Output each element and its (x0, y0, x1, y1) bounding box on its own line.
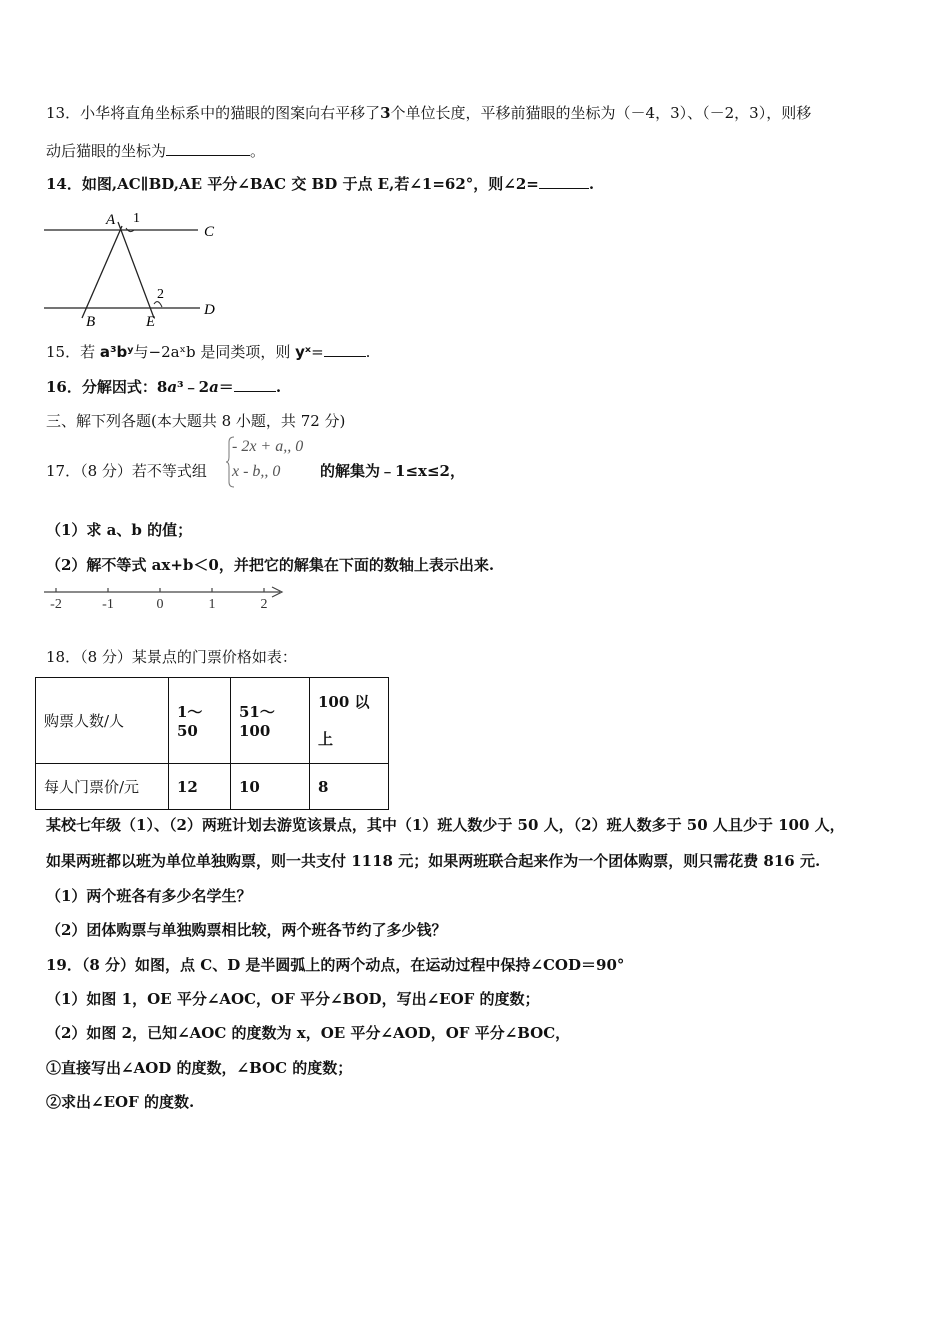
table-cell: 51～100 (231, 678, 310, 764)
table-cell: 10 (231, 764, 310, 810)
q18-title: 18．（8 分）某景点的门票价格如表： (46, 648, 297, 666)
tick-label: 0 (156, 597, 164, 612)
answer-blank[interactable] (234, 377, 276, 392)
table-cell: 1～50 (169, 678, 231, 764)
q19-sub1: ①直接写出∠AOD 的度数，∠BOC 的度数； (46, 1059, 353, 1077)
q18-paragraph-1: 某校七年级（1）、（2）两班计划去游览该景点，其中（1）班人数少于 50 人，（2）班人数多于 50 人且少于 100 人， (46, 816, 845, 834)
tick-label: 1 (208, 597, 216, 612)
q17-prefix: 17．（8 分）若不等式组 (46, 462, 207, 480)
answer-blank[interactable] (324, 342, 366, 357)
table-cell: 8 (310, 764, 389, 810)
tick-label: 2 (260, 597, 268, 612)
label-1: 1 (133, 211, 140, 226)
q13-line2: 动后猫眼的坐标为 。 (46, 142, 266, 160)
q15-stem: 15．若 a³bʸ与−2aˣb 是同类项，则 yˣ= . (46, 343, 371, 361)
q19-part1: （1）如图 1，OE 平分∠AOC，OF 平分∠BOD，写出∠EOF 的度数； (46, 990, 540, 1008)
q14-stem: 14．如图,AC∥BD,AE 平分∠BAC 交 BD 于点 E,若∠1=62°，则∠2= . (46, 175, 595, 193)
segment-ae (118, 222, 154, 318)
q14-figure (40, 204, 230, 330)
label-b: B (86, 314, 96, 330)
q17-solution-set: 的解集为﹣1≤x≤2， (320, 462, 465, 480)
q19-part2: （2）如图 2，已知∠AOC 的度数为 x，OE 平分∠AOD，OF 平分∠BOC， (46, 1024, 571, 1042)
angle-2-arc (154, 302, 162, 307)
table-cell: 每人门票价/元 (36, 764, 169, 810)
ticket-price-table (35, 677, 389, 810)
q13-line1: 13．小华将直角坐标系中的猫眼的图案向右平移了3个单位长度，平移前猫眼的坐标为（－4，3）、（－2，3），则移 (46, 104, 812, 122)
q18-paragraph-2: 如果两班都以班为单位单独购票，则一共支付 1118 元；如果两班联合起来作为一个团体购票，则只需花费 816 元. (46, 852, 821, 870)
inequality-1: - 2x + a,, 0 (232, 438, 304, 455)
cell-line: 100 以 (318, 692, 370, 711)
tick-label: -1 (102, 597, 114, 612)
q17-part2: （2）解不等式 ax+b＜0，并把它的解集在下面的数轴上表示出来. (46, 556, 495, 574)
answer-blank[interactable] (166, 141, 250, 156)
table-cell: 12 (169, 764, 231, 810)
q19-sub2: ②求出∠EOF 的度数. (46, 1093, 195, 1111)
tick-label: -2 (50, 597, 62, 612)
label-d: D (204, 302, 215, 318)
cell-line: 上 (318, 729, 334, 748)
label-c: C (204, 224, 215, 240)
label-2: 2 (157, 287, 164, 302)
number-line (40, 584, 290, 614)
q18-part1: （1）两个班各有多少名学生？ (46, 887, 252, 905)
label-e: E (146, 314, 156, 330)
table-cell: 购票人数/人 (36, 678, 169, 764)
inequality-2: x - b,, 0 (232, 463, 281, 480)
q16-stem: 16．分解因式：8a³﹣2a＝ . (46, 378, 282, 396)
table-row (36, 764, 389, 810)
label-a: A (106, 212, 116, 228)
section-heading: 三、解下列各题(本大题共 8 小题，共 72 分) (46, 412, 346, 430)
table-row (36, 678, 389, 764)
table-cell (310, 678, 389, 764)
inequality-system (232, 434, 303, 484)
q17-part1: （1）求 a、b 的值； (46, 521, 193, 539)
q18-part2: （2）团体购票与单独购票相比较，两个班各节约了多少钱？ (46, 921, 447, 939)
segment-ab (82, 226, 122, 318)
q19-title: 19．（8 分）如图，点 C、D 是半圆弧上的两个动点，在运动过程中保持∠COD＝90° (46, 956, 625, 974)
answer-blank[interactable] (539, 174, 589, 189)
